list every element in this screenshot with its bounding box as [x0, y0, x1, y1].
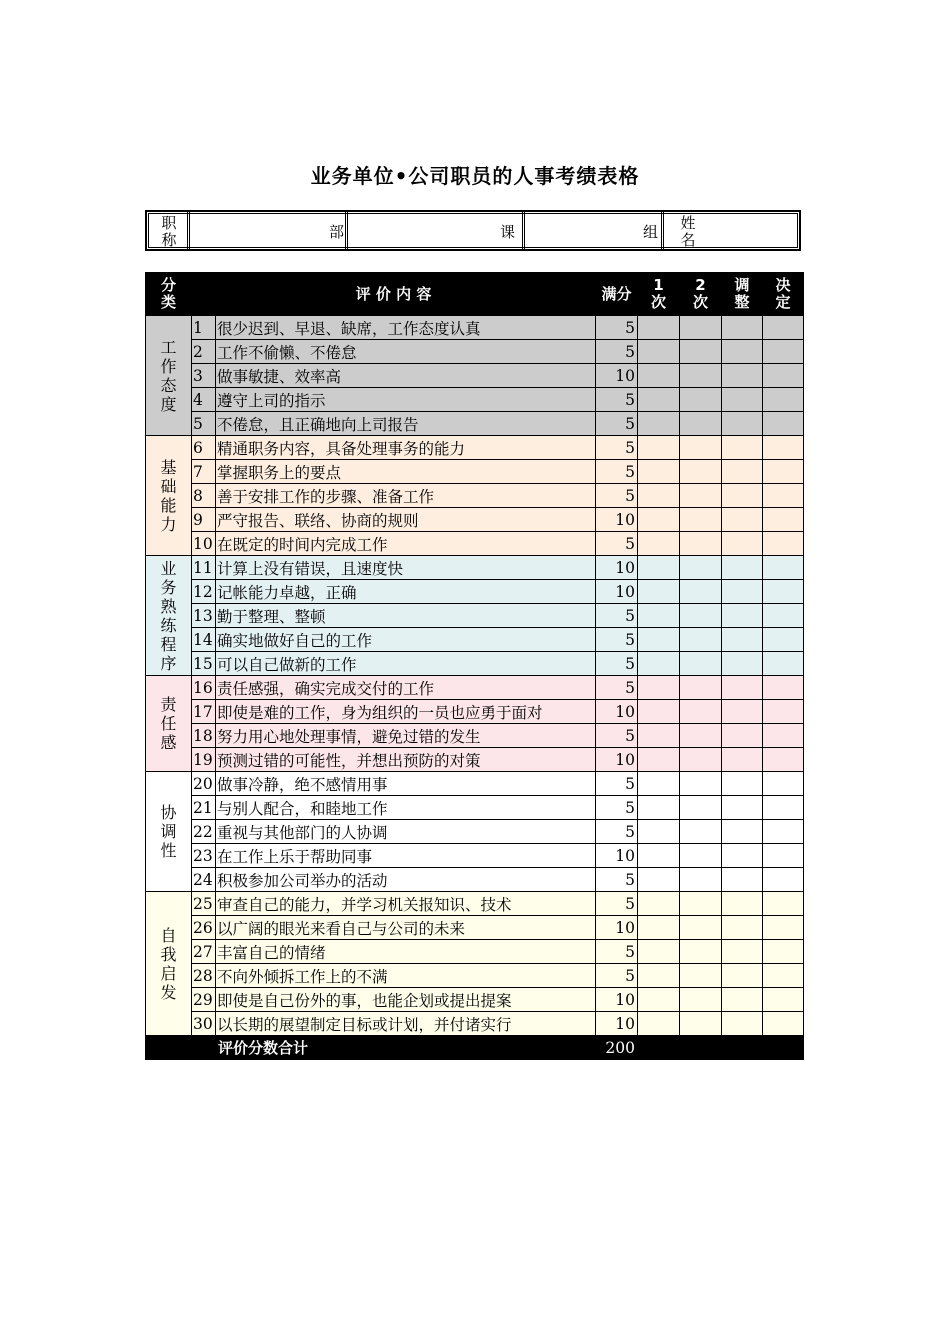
category-label [146, 676, 192, 772]
second-score-cell[interactable] [680, 532, 722, 556]
table-row [146, 748, 804, 772]
item-full-score: 10 [596, 844, 638, 868]
adjust-score-cell[interactable] [722, 748, 763, 772]
decide-score-cell[interactable] [763, 652, 804, 676]
item-number: 14 [192, 628, 216, 652]
item-full-score: 10 [596, 1012, 638, 1036]
item-text: 精通职务内容，具备处理事务的能力 [216, 436, 596, 460]
decide-score-cell[interactable] [763, 892, 804, 916]
table-row [146, 628, 804, 652]
second-score-cell[interactable] [680, 604, 722, 628]
decide-score-cell[interactable] [763, 820, 804, 844]
adjust-score-cell[interactable] [722, 484, 763, 508]
first-score-cell[interactable] [638, 1012, 680, 1036]
item-number: 6 [192, 436, 216, 460]
second-score-cell[interactable] [680, 772, 722, 796]
item-number: 26 [192, 916, 216, 940]
adjust-score-cell[interactable] [722, 724, 763, 748]
item-full-score: 5 [596, 796, 638, 820]
item-text: 即使是难的工作，身为组织的一员也应勇于面对 [216, 700, 596, 724]
second-score-cell[interactable] [680, 724, 722, 748]
total-score: 200 [596, 1036, 638, 1060]
adjust-score-cell[interactable] [722, 532, 763, 556]
second-score-cell[interactable] [680, 628, 722, 652]
first-score-cell[interactable] [638, 604, 680, 628]
first-score-cell[interactable] [638, 580, 680, 604]
first-score-cell[interactable] [638, 316, 680, 340]
table-row [146, 676, 804, 700]
item-full-score: 5 [596, 484, 638, 508]
col-full-score: 满分 [596, 273, 638, 316]
decide-score-cell[interactable] [763, 436, 804, 460]
table-row [146, 532, 804, 556]
first-score-cell[interactable] [638, 436, 680, 460]
item-full-score: 10 [596, 556, 638, 580]
item-text: 很少迟到、早退、缺席，工作态度认真 [216, 316, 596, 340]
second-score-cell[interactable] [680, 556, 722, 580]
item-number: 4 [192, 388, 216, 412]
item-text: 积极参加公司举办的活动 [216, 868, 596, 892]
adjust-score-cell[interactable] [722, 940, 763, 964]
adjust-score-cell[interactable] [722, 844, 763, 868]
item-number: 3 [192, 364, 216, 388]
decide-score-cell[interactable] [763, 508, 804, 532]
item-text: 与别人配合，和睦地工作 [216, 796, 596, 820]
item-number: 30 [192, 1012, 216, 1036]
category-label [146, 556, 192, 676]
table-row [146, 868, 804, 892]
item-text: 勤于整理、整顿 [216, 604, 596, 628]
first-score-cell[interactable] [638, 964, 680, 988]
second-score-cell[interactable] [680, 676, 722, 700]
item-number: 7 [192, 460, 216, 484]
item-number: 25 [192, 892, 216, 916]
table-row [146, 580, 804, 604]
second-score-cell[interactable] [680, 316, 722, 340]
item-number: 22 [192, 820, 216, 844]
decide-score-cell[interactable] [763, 316, 804, 340]
employee-info-box [145, 210, 801, 251]
total-first-cell[interactable] [638, 1036, 680, 1060]
name-field-label: 姓名 [680, 214, 696, 249]
item-text: 掌握职务上的要点 [216, 460, 596, 484]
table-row [146, 940, 804, 964]
total-row [146, 1036, 804, 1060]
decide-score-cell[interactable] [763, 868, 804, 892]
item-full-score: 5 [596, 412, 638, 436]
second-score-cell[interactable] [680, 436, 722, 460]
second-score-cell[interactable] [680, 460, 722, 484]
table-row [146, 604, 804, 628]
adjust-score-cell[interactable] [722, 772, 763, 796]
first-score-cell[interactable] [638, 676, 680, 700]
first-score-cell[interactable] [638, 796, 680, 820]
table-row [146, 892, 804, 916]
first-score-cell[interactable] [638, 364, 680, 388]
decide-score-cell[interactable] [763, 988, 804, 1012]
item-number: 19 [192, 748, 216, 772]
table-row [146, 388, 804, 412]
decide-score-cell[interactable] [763, 964, 804, 988]
item-full-score: 10 [596, 580, 638, 604]
item-text: 责任感强，确实完成交付的工作 [216, 676, 596, 700]
table-row [146, 652, 804, 676]
col-decide: 决定 [763, 273, 804, 316]
adjust-score-cell[interactable] [722, 964, 763, 988]
second-score-cell[interactable] [680, 412, 722, 436]
first-score-cell[interactable] [638, 484, 680, 508]
decide-score-cell[interactable] [763, 1012, 804, 1036]
item-text: 做事冷静，绝不感情用事 [216, 772, 596, 796]
decide-score-cell[interactable] [763, 724, 804, 748]
decide-score-cell[interactable] [763, 940, 804, 964]
first-score-cell[interactable] [638, 820, 680, 844]
second-score-cell[interactable] [680, 700, 722, 724]
decide-score-cell[interactable] [763, 484, 804, 508]
adjust-score-cell[interactable] [722, 388, 763, 412]
first-score-cell[interactable] [638, 388, 680, 412]
item-full-score: 10 [596, 916, 638, 940]
table-header-row [146, 273, 804, 316]
table-row [146, 364, 804, 388]
adjust-score-cell[interactable] [722, 652, 763, 676]
category-text: 自我启发 [160, 925, 177, 1002]
table-row [146, 556, 804, 580]
adjust-score-cell[interactable] [722, 364, 763, 388]
category-label [146, 436, 192, 556]
item-full-score: 5 [596, 460, 638, 484]
second-score-cell[interactable] [680, 364, 722, 388]
first-score-cell[interactable] [638, 844, 680, 868]
decide-score-cell[interactable] [763, 844, 804, 868]
title-field-label: 职称 [161, 214, 177, 249]
table-row [146, 484, 804, 508]
item-full-score: 5 [596, 964, 638, 988]
adjust-score-cell[interactable] [722, 580, 763, 604]
item-full-score: 5 [596, 628, 638, 652]
item-full-score: 5 [596, 724, 638, 748]
item-text: 丰富自己的情绪 [216, 940, 596, 964]
adjust-score-cell[interactable] [722, 892, 763, 916]
item-number: 13 [192, 604, 216, 628]
decide-score-cell[interactable] [763, 556, 804, 580]
item-number: 24 [192, 868, 216, 892]
item-text: 计算上没有错误，且速度快 [216, 556, 596, 580]
first-score-cell[interactable] [638, 460, 680, 484]
item-number: 27 [192, 940, 216, 964]
item-full-score: 5 [596, 316, 638, 340]
item-full-score: 10 [596, 748, 638, 772]
item-text: 在既定的时间内完成工作 [216, 532, 596, 556]
col-second: 2次 [680, 273, 722, 316]
col-adjust: 调整 [722, 273, 763, 316]
adjust-score-cell[interactable] [722, 436, 763, 460]
item-number: 1 [192, 316, 216, 340]
item-text: 预测过错的可能性，并想出预防的对策 [216, 748, 596, 772]
table-row [146, 988, 804, 1012]
table-row [146, 700, 804, 724]
decide-score-cell[interactable] [763, 916, 804, 940]
item-full-score: 10 [596, 988, 638, 1012]
table-row [146, 436, 804, 460]
item-text: 即使是自己份外的事，也能企划或提出提案 [216, 988, 596, 1012]
adjust-score-cell[interactable] [722, 868, 763, 892]
item-text: 可以自己做新的工作 [216, 652, 596, 676]
item-number: 28 [192, 964, 216, 988]
second-score-cell[interactable] [680, 748, 722, 772]
total-label: 评价分数合计 [216, 1036, 596, 1060]
table-row [146, 460, 804, 484]
item-full-score: 5 [596, 892, 638, 916]
item-full-score: 5 [596, 676, 638, 700]
decide-score-cell[interactable] [763, 772, 804, 796]
decide-score-cell[interactable] [763, 388, 804, 412]
decide-score-cell[interactable] [763, 604, 804, 628]
item-text: 重视与其他部门的人协调 [216, 820, 596, 844]
item-number: 5 [192, 412, 216, 436]
adjust-score-cell[interactable] [722, 316, 763, 340]
second-score-cell[interactable] [680, 868, 722, 892]
adjust-score-cell[interactable] [722, 556, 763, 580]
item-text: 在工作上乐于帮助同事 [216, 844, 596, 868]
total-decide-cell[interactable] [763, 1036, 804, 1060]
total-blank-cat [146, 1036, 192, 1060]
adjust-score-cell[interactable] [722, 700, 763, 724]
first-score-cell[interactable] [638, 724, 680, 748]
table-row [146, 772, 804, 796]
second-score-cell[interactable] [680, 388, 722, 412]
decide-score-cell[interactable] [763, 796, 804, 820]
total-blank-num [192, 1036, 216, 1060]
item-text: 确实地做好自己的工作 [216, 628, 596, 652]
item-number: 17 [192, 700, 216, 724]
second-score-cell[interactable] [680, 580, 722, 604]
item-full-score: 5 [596, 436, 638, 460]
first-score-cell[interactable] [638, 700, 680, 724]
second-score-cell[interactable] [680, 484, 722, 508]
second-score-cell[interactable] [680, 844, 722, 868]
item-text: 记帐能力卓越，正确 [216, 580, 596, 604]
adjust-score-cell[interactable] [722, 916, 763, 940]
first-score-cell[interactable] [638, 652, 680, 676]
decide-score-cell[interactable] [763, 412, 804, 436]
item-full-score: 5 [596, 604, 638, 628]
item-text: 严守报告、联络、协商的规则 [216, 508, 596, 532]
item-full-score: 10 [596, 508, 638, 532]
second-score-cell[interactable] [680, 796, 722, 820]
first-score-cell[interactable] [638, 940, 680, 964]
item-number: 12 [192, 580, 216, 604]
item-full-score: 5 [596, 388, 638, 412]
item-full-score: 10 [596, 700, 638, 724]
second-score-cell[interactable] [680, 916, 722, 940]
decide-score-cell[interactable] [763, 748, 804, 772]
evaluation-table [145, 272, 804, 1060]
item-text: 以广阔的眼光来看自己与公司的未来 [216, 916, 596, 940]
first-score-cell[interactable] [638, 532, 680, 556]
item-text: 善于安排工作的步骤、准备工作 [216, 484, 596, 508]
category-text: 工作态度 [160, 337, 177, 414]
table-row [146, 964, 804, 988]
decide-score-cell[interactable] [763, 460, 804, 484]
decide-score-cell[interactable] [763, 340, 804, 364]
item-text: 以长期的展望制定目标或计划，并付诸实行 [216, 1012, 596, 1036]
category-text: 协调性 [160, 803, 177, 860]
second-score-cell[interactable] [680, 652, 722, 676]
item-full-score: 5 [596, 652, 638, 676]
col-content: 评 价 内 容 [192, 273, 596, 316]
second-score-cell[interactable] [680, 340, 722, 364]
adjust-score-cell[interactable] [722, 796, 763, 820]
item-number: 23 [192, 844, 216, 868]
table-row [146, 508, 804, 532]
first-score-cell[interactable] [638, 892, 680, 916]
section-field-label: 课 [500, 223, 516, 241]
category-text: 基础能力 [160, 457, 177, 534]
adjust-score-cell[interactable] [722, 604, 763, 628]
item-full-score: 5 [596, 868, 638, 892]
item-number: 21 [192, 796, 216, 820]
category-label [146, 892, 192, 1036]
adjust-score-cell[interactable] [722, 460, 763, 484]
second-score-cell[interactable] [680, 940, 722, 964]
table-row [146, 316, 804, 340]
first-score-cell[interactable] [638, 508, 680, 532]
item-text: 遵守上司的指示 [216, 388, 596, 412]
item-full-score: 5 [596, 820, 638, 844]
item-full-score: 5 [596, 772, 638, 796]
table-row [146, 724, 804, 748]
adjust-score-cell[interactable] [722, 508, 763, 532]
page-title: 业务单位•公司职员的人事考绩表格 [310, 164, 640, 188]
col-first: 1次 [638, 273, 680, 316]
first-score-cell[interactable] [638, 556, 680, 580]
item-number: 29 [192, 988, 216, 1012]
item-number: 16 [192, 676, 216, 700]
second-score-cell[interactable] [680, 820, 722, 844]
table-row [146, 916, 804, 940]
decide-score-cell[interactable] [763, 532, 804, 556]
table-row [146, 340, 804, 364]
first-score-cell[interactable] [638, 868, 680, 892]
item-number: 11 [192, 556, 216, 580]
decide-score-cell[interactable] [763, 580, 804, 604]
item-number: 9 [192, 508, 216, 532]
second-score-cell[interactable] [680, 964, 722, 988]
table-row [146, 796, 804, 820]
decide-score-cell[interactable] [763, 364, 804, 388]
col-category: 分类 [146, 273, 192, 316]
item-text: 不倦怠，且正确地向上司报告 [216, 412, 596, 436]
second-score-cell[interactable] [680, 892, 722, 916]
item-number: 18 [192, 724, 216, 748]
decide-score-cell[interactable] [763, 676, 804, 700]
item-full-score: 5 [596, 532, 638, 556]
first-score-cell[interactable] [638, 340, 680, 364]
team-field-label: 组 [643, 223, 659, 241]
total-adjust-cell[interactable] [722, 1036, 763, 1060]
adjust-score-cell[interactable] [722, 412, 763, 436]
second-score-cell[interactable] [680, 1012, 722, 1036]
item-number: 10 [192, 532, 216, 556]
first-score-cell[interactable] [638, 748, 680, 772]
table-row [146, 844, 804, 868]
item-text: 审查自己的能力，并学习机关报知识、技术 [216, 892, 596, 916]
adjust-score-cell[interactable] [722, 676, 763, 700]
first-score-cell[interactable] [638, 916, 680, 940]
adjust-score-cell[interactable] [722, 820, 763, 844]
adjust-score-cell[interactable] [722, 988, 763, 1012]
item-full-score: 10 [596, 364, 638, 388]
table-row [146, 412, 804, 436]
item-number: 15 [192, 652, 216, 676]
table-row [146, 820, 804, 844]
total-second-cell[interactable] [680, 1036, 722, 1060]
item-text: 工作不偷懒、不倦怠 [216, 340, 596, 364]
department-field-label: 部 [329, 223, 345, 241]
second-score-cell[interactable] [680, 508, 722, 532]
second-score-cell[interactable] [680, 988, 722, 1012]
item-text: 不向外倾拆工作上的不满 [216, 964, 596, 988]
first-score-cell[interactable] [638, 988, 680, 1012]
first-score-cell[interactable] [638, 412, 680, 436]
item-number: 20 [192, 772, 216, 796]
decide-score-cell[interactable] [763, 628, 804, 652]
item-number: 8 [192, 484, 216, 508]
category-label [146, 772, 192, 892]
category-text: 责任感 [160, 695, 177, 752]
first-score-cell[interactable] [638, 628, 680, 652]
adjust-score-cell[interactable] [722, 340, 763, 364]
table-row [146, 1012, 804, 1036]
adjust-score-cell[interactable] [722, 1012, 763, 1036]
item-full-score: 5 [596, 340, 638, 364]
item-full-score: 5 [596, 940, 638, 964]
item-text: 做事敏捷、效率高 [216, 364, 596, 388]
item-number: 2 [192, 340, 216, 364]
item-text: 努力用心地处理事情，避免过错的发生 [216, 724, 596, 748]
decide-score-cell[interactable] [763, 700, 804, 724]
first-score-cell[interactable] [638, 772, 680, 796]
category-label [146, 316, 192, 436]
adjust-score-cell[interactable] [722, 628, 763, 652]
category-text: 业务熟练程序 [160, 558, 177, 673]
